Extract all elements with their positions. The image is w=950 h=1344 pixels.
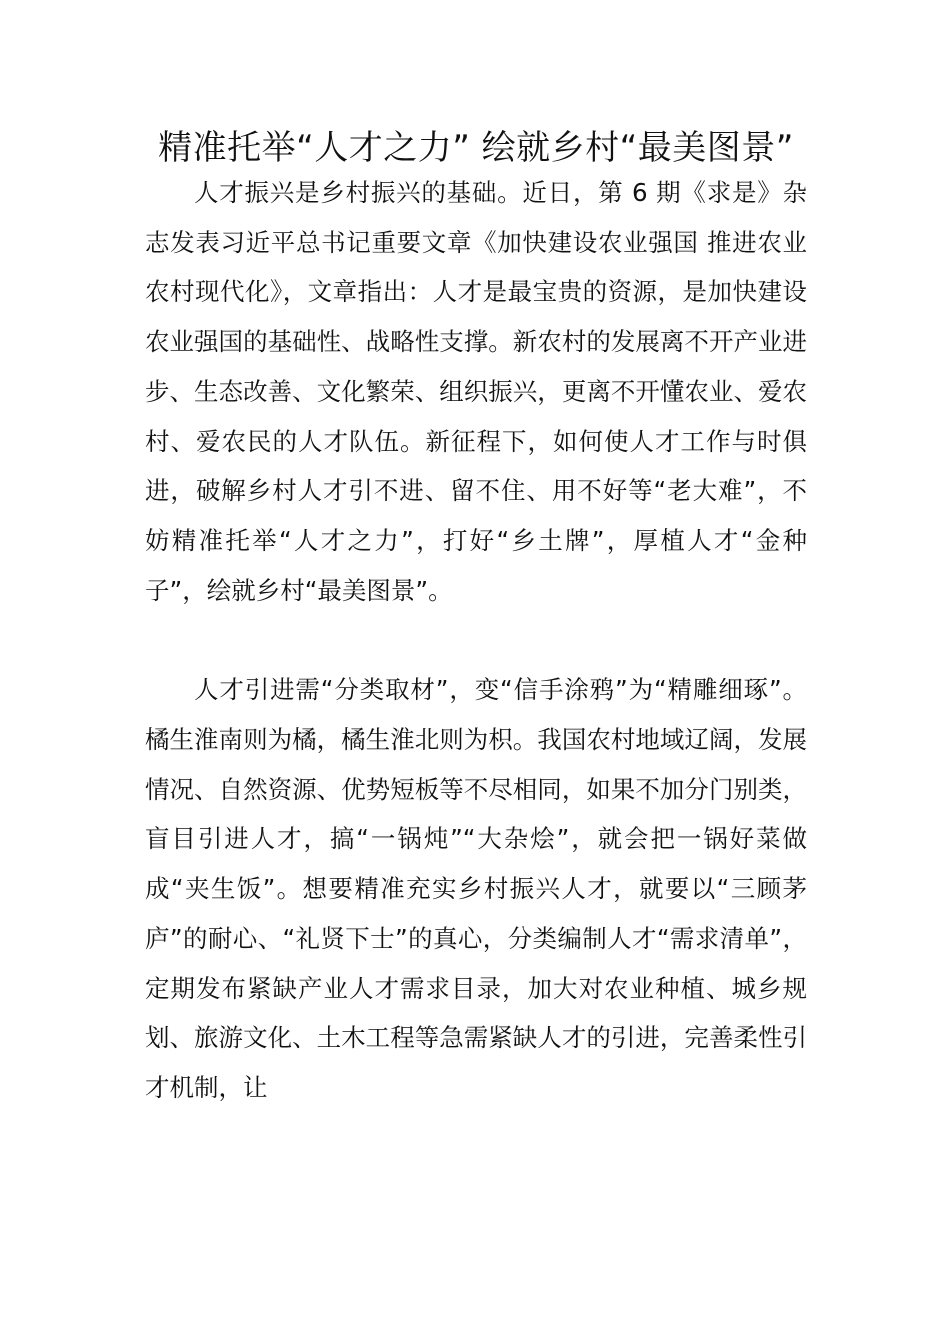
paragraph-spacer [145, 615, 807, 665]
paragraph-1: 人才振兴是乡村振兴的基础。近日，第 6 期《求是》杂志发表习近平总书记重要文章《加快建设农业强国 推进农业农村现代化》，文章指出：人才是最宝贵的资源，是加快建设农业强国的基础性、战略性支撑。新农村的发展离不开产业进步、生态改善、文化繁荣、组织振兴，更离不开懂农业、爱农村、爱农民的人才队伍。新征程下，如何使人才工作与时俱进，破解乡村人才引不进、留不住、用不好等“老大难”，不妨精准托举“人才之力”，打好“乡土牌”，厚植人才“金种子”，绘就乡村“最美图景”。 [145, 178, 807, 605]
document-title: 精准托举“人才之力” 绘就乡村“最美图景” [158, 128, 794, 168]
document-page [145, 128, 807, 1113]
paragraph-2: 人才引进需“分类取材”，变“信手涂鸦”为“精雕细琢”。橘生淮南则为橘，橘生淮北则为枳。我国农村地域辽阔，发展情况、自然资源、优势短板等不尽相同，如果不加分门别类，盲目引进人才，搞“一锅炖”“大杂烩”，就会把一锅好菜做成“夹生饭”。想要精准充实乡村振兴人才，就要以“三顾茅庐”的耐心、“礼贤下士”的真心，分类编制人才“需求清单”，定期发布紧缺产业人才需求目录，加大对农业种植、城乡规划、旅游文化、土木工程等急需紧缺人才的引进，完善柔性引才机制，让 [145, 675, 807, 1102]
